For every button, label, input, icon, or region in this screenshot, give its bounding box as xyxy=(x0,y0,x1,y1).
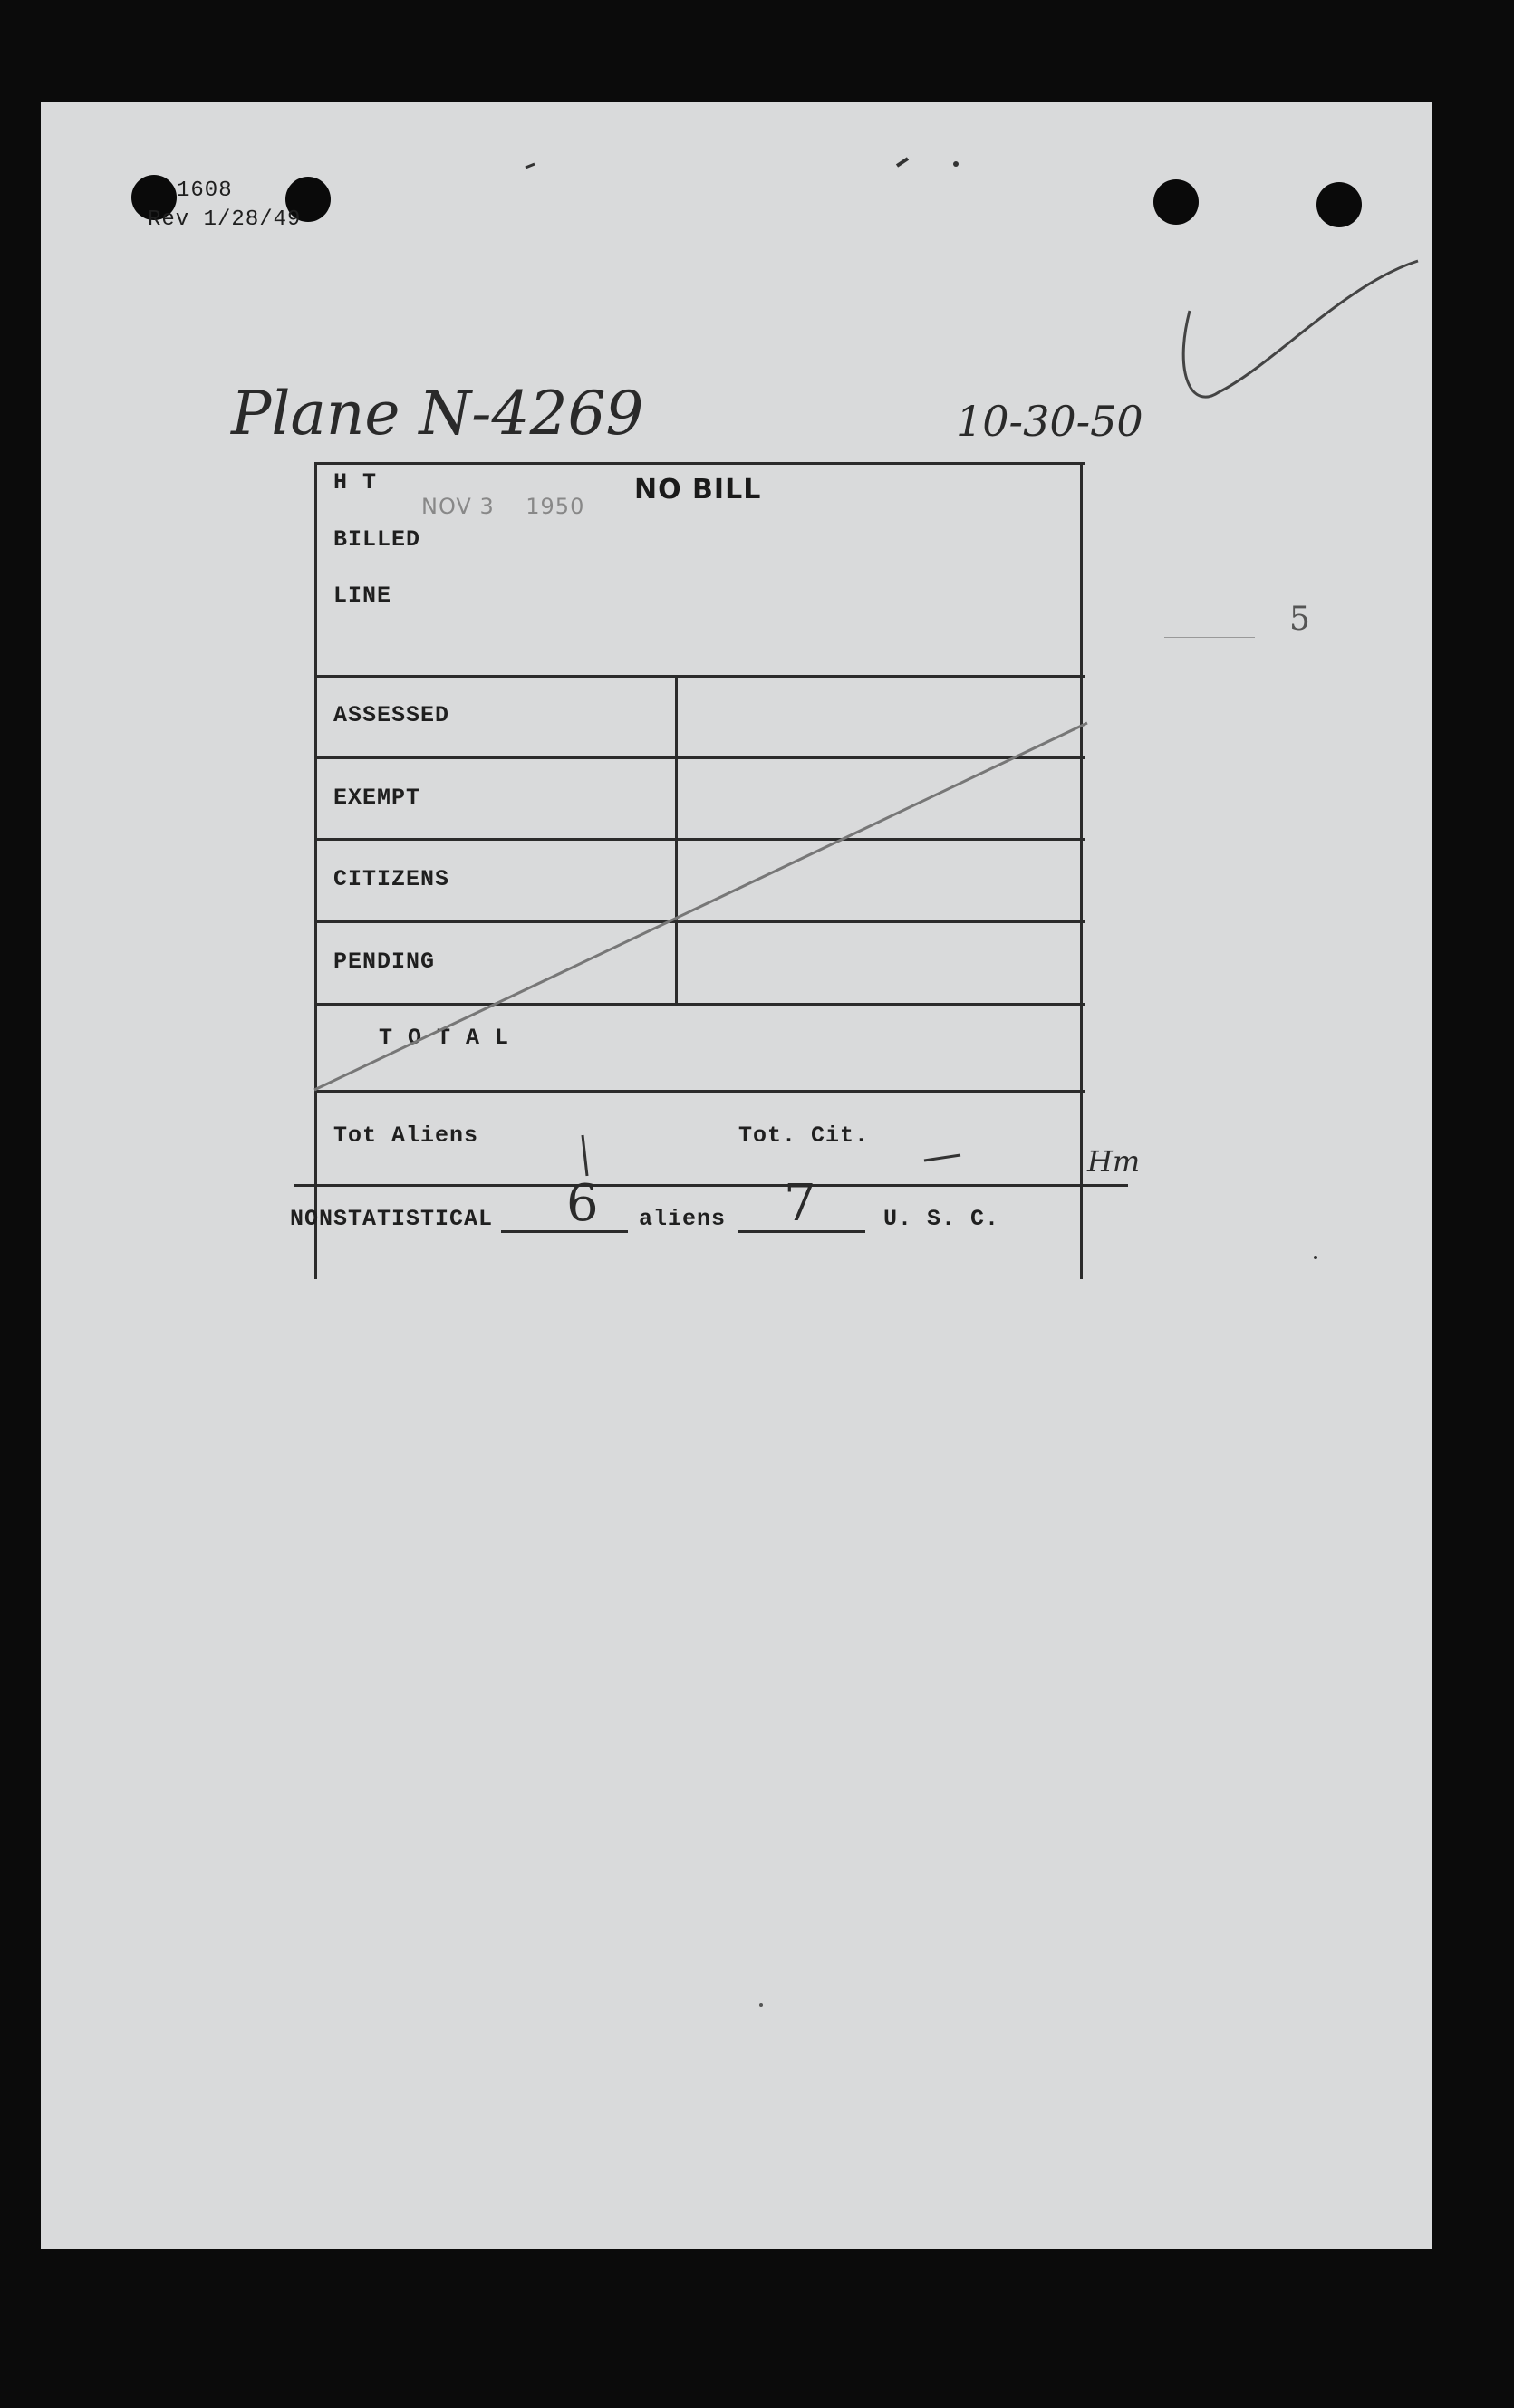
aliens-label: aliens xyxy=(639,1206,727,1232)
pending-label: PENDING xyxy=(333,949,436,975)
stray-dot xyxy=(759,2003,763,2007)
tot-aliens-tick xyxy=(583,1135,587,1176)
initials-handwritten: Hm xyxy=(1087,1144,1141,1179)
stray-mark xyxy=(526,164,535,168)
document-sheet xyxy=(41,102,1432,2249)
nonstatistical-label: NONSTATISTICAL xyxy=(290,1206,494,1232)
date-stamp: NOV 3 1950 xyxy=(421,494,585,519)
plane-number-handwritten: Plane N-4269 xyxy=(231,379,644,448)
citizens-label: CITIZENS xyxy=(333,866,450,892)
date-handwritten: 10-30-50 xyxy=(956,397,1143,446)
usc-value-handwritten: 7 xyxy=(784,1174,816,1233)
stray-mark xyxy=(897,159,908,166)
usc-label: U. S. C. xyxy=(883,1206,1000,1232)
no-bill-stamp: NO BILL xyxy=(634,474,762,506)
tot-cit-dash xyxy=(924,1155,960,1161)
line-label: LINE xyxy=(333,583,392,609)
stray-dot xyxy=(1314,1256,1317,1259)
stray-dot xyxy=(953,161,959,167)
checkmark-pen-stroke xyxy=(1183,261,1418,397)
pen-marks-overlay xyxy=(41,102,1432,2249)
assessed-label: ASSESSED xyxy=(333,702,450,728)
form-number: 1608 xyxy=(177,178,233,203)
total-label: T O T A L xyxy=(379,1025,510,1051)
exempt-label: EXEMPT xyxy=(333,785,421,811)
ht-label: H T xyxy=(333,469,378,496)
form-revision: Rev 1/28/49 xyxy=(148,207,302,232)
billed-label: BILLED xyxy=(333,526,421,553)
tot-cit-label: Tot. Cit. xyxy=(738,1122,870,1149)
aliens-value-handwritten: 6 xyxy=(566,1174,599,1233)
tot-aliens-label: Tot Aliens xyxy=(333,1122,479,1149)
diagonal-pencil-line xyxy=(314,723,1087,1090)
margin-number: 5 xyxy=(1289,601,1310,638)
